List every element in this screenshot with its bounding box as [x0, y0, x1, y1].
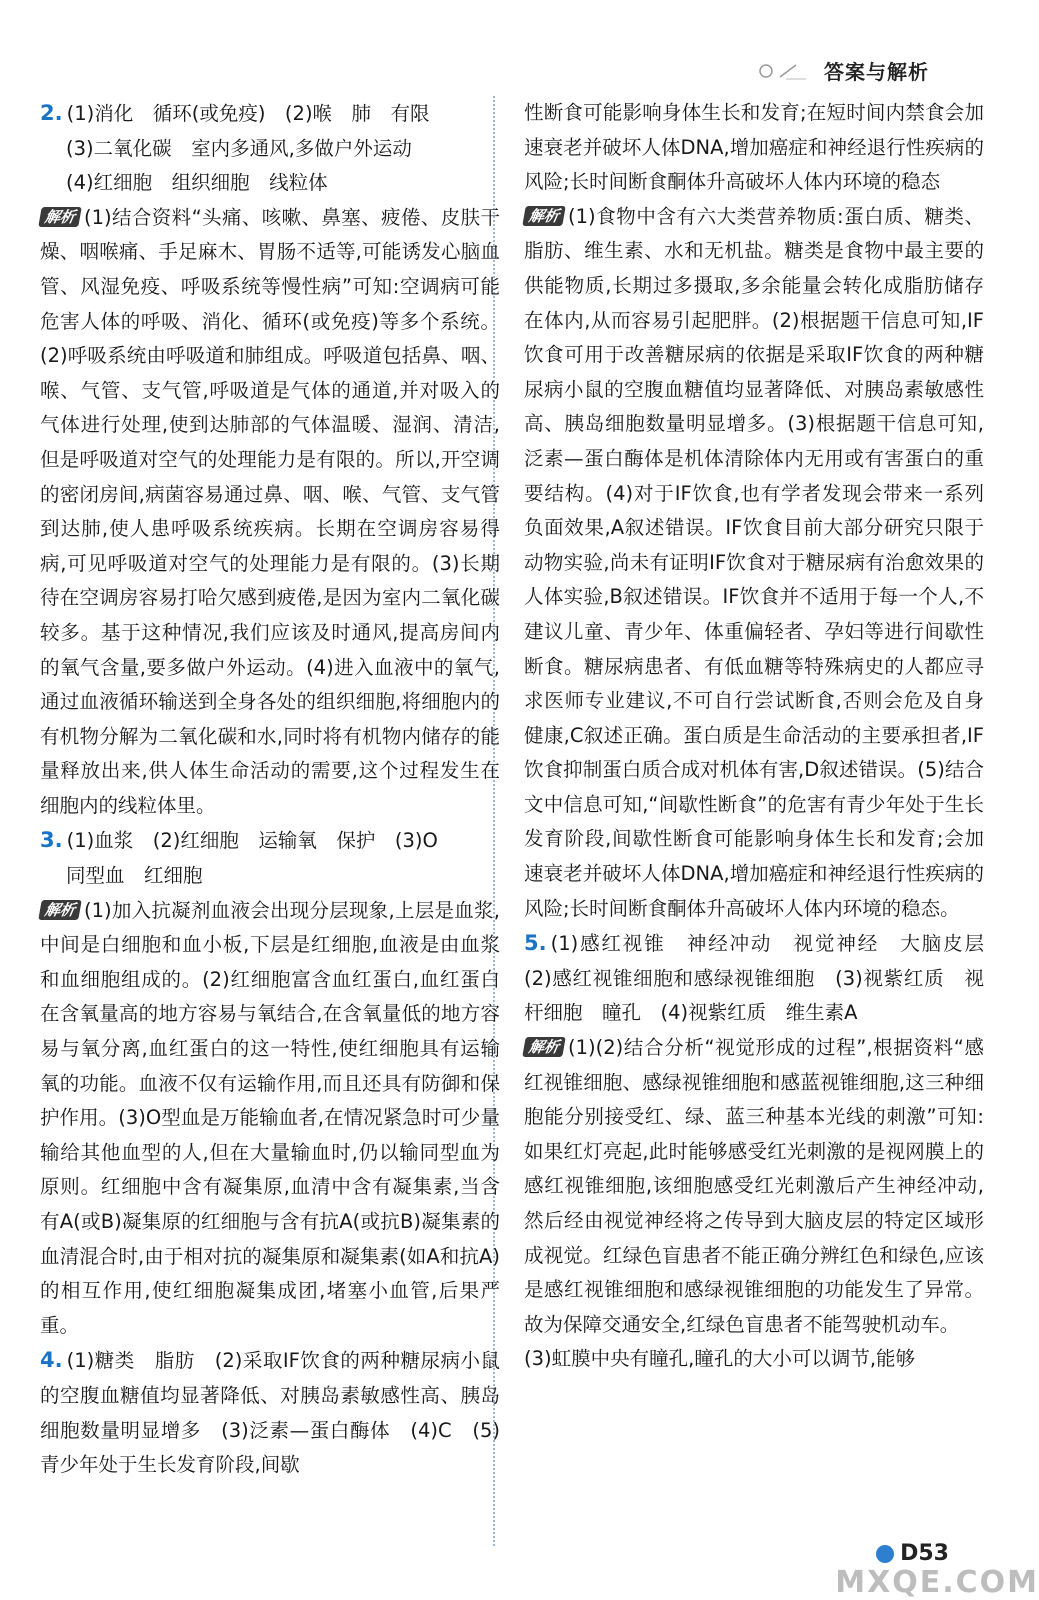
page-header — [756, 56, 929, 85]
analysis-last-line: (3)虹膜中央有瞳孔,瞳孔的大小可以调节,能够 — [524, 1347, 916, 1371]
left-column — [40, 96, 500, 1483]
answer-line: 同型血 红细胞 — [66, 864, 203, 888]
analysis-paragraph: 解析 (1)加入抗凝剂血液会出现分层现象,上层是血浆,中间是白细胞和血小板,下层是红细胞,血液是由血浆和血细胞组成的。(2)红细胞富含血红蛋白,血红蛋白在含氧量高的地方容易与氧结合,在含氧量低的地方容易与氧分离,血红蛋白的这一特性,使红细胞具有运输氧的功能。血液不仅有运输作用,而且还具有防御和保护作用。(3)O型血是万能输血者,在情况紧急时可少量输给其他血型的人,但在大量输血时,仍以输同型血为原则。红细胞中含有凝集原,血清中含有凝集素,当含有A(或B)凝集原的红细胞与含有抗A(或抗B)凝集素的血清混合时,由于相对抗的凝集原和凝集素(如A和抗A)的相互作用,使红细胞凝集成团,堵塞小血管,后果严重。 — [40, 898, 500, 1337]
answer-line: (3)二氧化碳 室内多通风,多做户外运动 — [66, 136, 412, 160]
answer-text: (1)感红视锥 神经冲动 视觉神经 大脑皮层 (2)感红视锥细胞和感绿视锥细胞 (3)视紫红质 视杆细胞 瞳孔 (4)视紫红质 维生素A — [524, 932, 1004, 1025]
header-title: 答案与解析 — [824, 60, 929, 84]
analysis-tag: 解析 — [522, 1037, 566, 1057]
watermark: MXQE.COM — [835, 1565, 1039, 1600]
right-column — [524, 96, 1004, 1377]
decoration-icon — [756, 59, 812, 83]
question-number: 5. — [524, 931, 547, 956]
analysis-tag: 解析 — [522, 206, 566, 226]
answer-continuation: 性断食可能影响身体生长和发育;在短时间内禁食会加速衰老并破坏人体DNA,增加癌症和神经退行性疾病的风险;长时间断食酮体升高破坏人体内环境的稳态 — [524, 101, 984, 194]
analysis-tag: 解析 — [38, 900, 82, 920]
answer-line: (1)消化 循环(或免疫) (2)喉 肺 有限 — [66, 102, 430, 125]
question-number: 2. — [40, 101, 63, 125]
page-dot-icon — [876, 1545, 894, 1563]
answer-text: (1)糖类 脂肪 (2)采取IF饮食的两种糖尿病小鼠的空腹血糖值均显著降低、对胰岛素敏感性高、胰岛细胞数量明显增多 (3)泛素—蛋白酶体 (4)C (5)青少年处于生长发育阶段,间歇 — [40, 1349, 500, 1477]
analysis-tag: 解析 — [38, 207, 82, 227]
question-2 — [40, 96, 500, 823]
answer-line: (1)血浆 (2)红细胞 运输氧 保护 (3)O — [66, 829, 438, 853]
page-number: D53 — [876, 1541, 949, 1566]
question-5 — [524, 926, 1004, 1377]
question-3 — [40, 823, 500, 1343]
answer-line: (4)红细胞 组织细胞 线粒体 — [66, 171, 328, 195]
analysis-paragraph: 解析 (1)食物中含有六大类营养物质:蛋白质、糖类、脂肪、维生素、水和无机盐。糖类是食物中最主要的供能物质,长期过多摄取,多余能量会转化成脂肪储存在体内,从而容易引起肥胖。(2)根据题干信息可知,IF饮食可用于改善糖尿病的依据是采取IF饮食的两种糖尿病小鼠的空腹血糖值均显著降低、对胰岛素敏感性高、胰岛细胞数量明显增多。(3)根据题干信息可知,泛素—蛋白酶体是机体清除体内无用或有害蛋白的重要结构。(4)对于IF饮食,也有学者发现会带来一系列负面效果,A叙述错误。IF饮食目前大部分研究只限于动物实验,尚未有证明IF饮食对于糖尿病有治愈效果的人体实验,B叙述错误。IF饮食并不适用于每一个人,不建议儿童、青少年、体重偏轻者、孕妇等进行间歇性断食。糖尿病患者、有低血糖等特殊病史的人都应寻求医师专业建议,不可自行尝试断食,否则会危及自身健康,C叙述正确。蛋白质是生命活动的主要承担者,IF饮食抑制蛋白质合成对机体有害,D叙述错误。(5)结合文中信息可知,“间歇性断食”的危害有青少年处于生长发育阶段,间歇性断食可能影响身体生长和发育;会加速衰老并破坏人体DNA,增加癌症和神经退行性疾病的风险;长时间断食酮体升高破坏人体内环境的稳态。 — [524, 204, 984, 920]
analysis-paragraph: 解析 (1)结合资料“头痛、咳嗽、鼻塞、疲倦、皮肤干燥、咽喉痛、手足麻木、胃肠不适等,可能诱发心脑血管、风湿免疫、呼吸系统等慢性病”可知:空调病可能危害人体的呼吸、消化、循环(或免疫)等多个系统。(2)呼吸系统由呼吸道和肺组成。呼吸道包括鼻、咽、喉、气管、支气管,呼吸道是气体的通道,并对吸入的气体进行处理,使到达肺部的气体温暖、湿润、清洁,但是呼吸道对空气的处理能力是有限的。所以,开空调的密闭房间,病菌容易通过鼻、咽、喉、气管、支气管到达肺,使人患呼吸系统疾病。长期在空调房容易得病,可见呼吸道对空气的处理能力是有限的。(3)长期待在空调房容易打哈欠感到疲倦,是因为室内二氧化碳较多。基于这种情况,我们应该及时通风,提高房间内的氧气含量,要多做户外运动。(4)进入血液中的氧气,通过血液循环输送到全身各处的组织细胞,将细胞内的有机物分解为二氧化碳和水,同时将有机物内储存的能量释放出来,供人体生命活动的需要,这个过程发生在细胞内的线粒体里。 — [40, 205, 500, 817]
analysis-paragraph: 解析 (1)(2)结合分析“视觉形成的过程”,根据资料“感红视锥细胞、感绿视锥细胞和感蓝视锥细胞,这三种细胞能分别接受红、绿、蓝三种基本光线的刺激”可知:如果红灯亮起,此时能够感受红光刺激的是视网膜上的感红视锥细胞,该细胞感受红光刺激后产生神经冲动,然后经由视觉神经将之传导到大脑皮层的特定区域形成视觉。红绿色盲患者不能正确分辨红色和绿色,应该是感红视锥细胞和感绿视锥细胞的功能发生了异常。故为保障交通安全,红绿色盲患者不能驾驶机动车。 — [524, 1036, 984, 1336]
question-number: 3. — [40, 828, 63, 853]
question-number: 4. — [40, 1348, 63, 1373]
question-4 — [40, 1343, 500, 1482]
